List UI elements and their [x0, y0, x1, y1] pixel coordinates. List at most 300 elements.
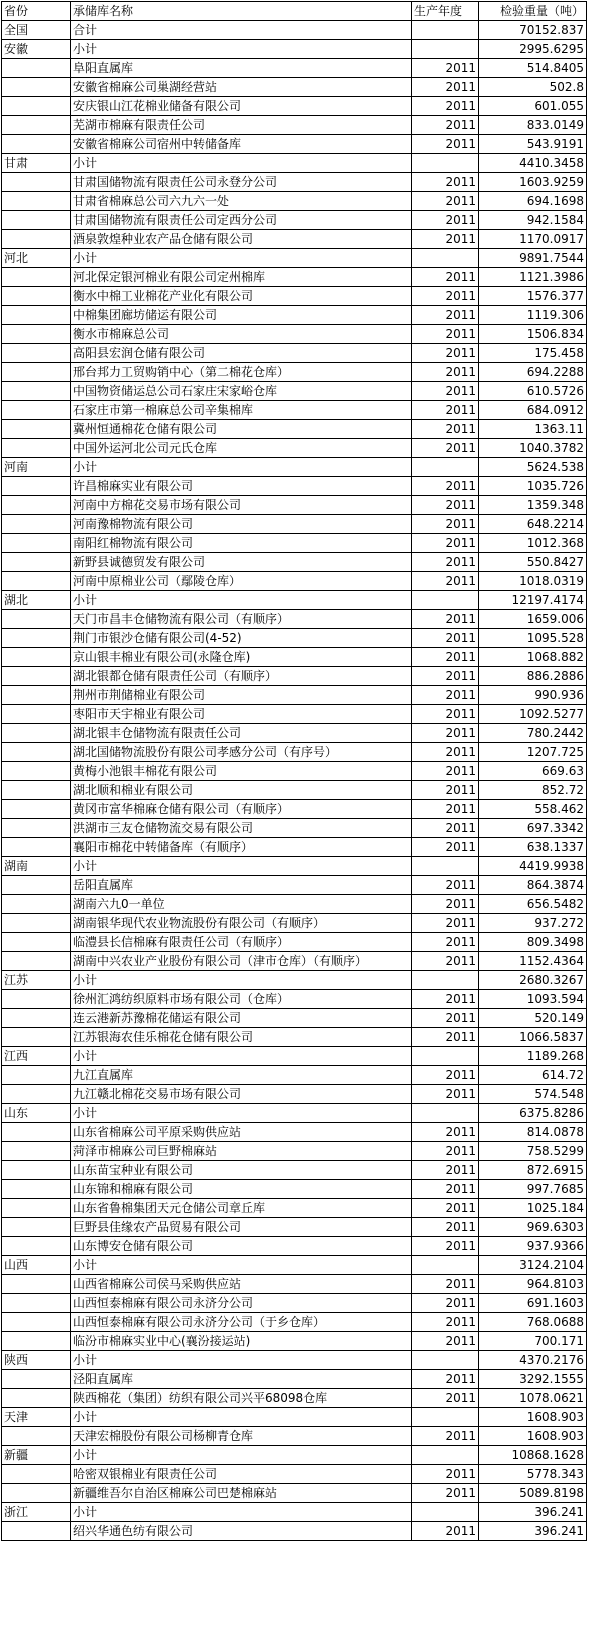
- warehouse-name-cell: 小计: [71, 154, 412, 173]
- weight-cell: 1040.3782: [479, 439, 587, 458]
- table-row: [2, 1085, 587, 1104]
- table-row: [2, 477, 587, 496]
- province-cell: [2, 1313, 71, 1332]
- table-row: [2, 249, 587, 268]
- table-row: [2, 116, 587, 135]
- province-cell: [2, 933, 71, 952]
- table-row: [2, 1123, 587, 1142]
- weight-cell: 1121.3986: [479, 268, 587, 287]
- year-cell: [412, 249, 479, 268]
- table-row: [2, 135, 587, 154]
- warehouse-name-cell: 芜湖市棉麻有限责任公司: [71, 116, 412, 135]
- year-cell: 2011: [412, 1028, 479, 1047]
- province-cell: [2, 306, 71, 325]
- table-row: [2, 192, 587, 211]
- weight-cell: 543.9191: [479, 135, 587, 154]
- weight-cell: 520.149: [479, 1009, 587, 1028]
- year-cell: [412, 1047, 479, 1066]
- warehouse-name-cell: 石家庄市第一棉麻总公司辛集棉库: [71, 401, 412, 420]
- warehouse-name-cell: 衡水市棉麻总公司: [71, 325, 412, 344]
- province-cell: 全国: [2, 21, 71, 40]
- weight-cell: 997.7685: [479, 1180, 587, 1199]
- year-cell: 2011: [412, 1161, 479, 1180]
- year-cell: 2011: [412, 952, 479, 971]
- warehouse-name-cell: 中棉集团廊坊储运有限公司: [71, 306, 412, 325]
- table-row: [2, 1104, 587, 1123]
- warehouse-name-cell: 哈密双银棉业有限责任公司: [71, 1465, 412, 1484]
- warehouse-name-cell: 山西省棉麻公司侯马采购供应站: [71, 1275, 412, 1294]
- warehouse-name-cell: 山东锦和棉麻有限公司: [71, 1180, 412, 1199]
- warehouse-name-cell: 河南豫棉物流有限公司: [71, 515, 412, 534]
- weight-cell: 2995.6295: [479, 40, 587, 59]
- province-cell: [2, 1085, 71, 1104]
- year-cell: 2011: [412, 1484, 479, 1503]
- warehouse-name-cell: 河南中原棉业公司（鄢陵仓库）: [71, 572, 412, 591]
- table-row: [2, 800, 587, 819]
- warehouse-name-cell: 湖北顺和棉业有限公司: [71, 781, 412, 800]
- province-cell: [2, 1427, 71, 1446]
- province-cell: 河南: [2, 458, 71, 477]
- table-row: [2, 990, 587, 1009]
- table-row: [2, 78, 587, 97]
- year-cell: 2011: [412, 287, 479, 306]
- province-cell: [2, 515, 71, 534]
- province-cell: [2, 496, 71, 515]
- table-row: [2, 306, 587, 325]
- year-cell: [412, 591, 479, 610]
- warehouse-name-cell: 临汾市棉麻实业中心(襄汾接运站): [71, 1332, 412, 1351]
- warehouse-name-cell: 京山银丰棉业有限公司(永隆仓库): [71, 648, 412, 667]
- year-cell: 2011: [412, 268, 479, 287]
- warehouse-name-cell: 岳阳直属库: [71, 876, 412, 895]
- weight-cell: 2680.3267: [479, 971, 587, 990]
- weight-cell: 937.9366: [479, 1237, 587, 1256]
- weight-cell: 1095.528: [479, 629, 587, 648]
- table-row: [2, 1256, 587, 1275]
- warehouse-name-cell: 连云港新苏豫棉花储运有限公司: [71, 1009, 412, 1028]
- weight-cell: 937.272: [479, 914, 587, 933]
- weight-cell: 175.458: [479, 344, 587, 363]
- province-cell: [2, 59, 71, 78]
- warehouse-name-cell: 天门市昌丰仓储物流有限公司（有顺序）: [71, 610, 412, 629]
- province-cell: [2, 610, 71, 629]
- year-cell: 2011: [412, 1370, 479, 1389]
- warehouse-name-cell: 九江直属库: [71, 1066, 412, 1085]
- table-row: [2, 895, 587, 914]
- province-cell: [2, 363, 71, 382]
- warehouse-name-cell: 中国物资储运总公司石家庄宋家峪仓库: [71, 382, 412, 401]
- warehouse-name-cell: 菏泽市棉麻公司巨野棉麻站: [71, 1142, 412, 1161]
- province-cell: 湖北: [2, 591, 71, 610]
- header-row: [2, 2, 587, 21]
- weight-cell: 1363.11: [479, 420, 587, 439]
- year-cell: 2011: [412, 382, 479, 401]
- weight-cell: 694.2288: [479, 363, 587, 382]
- province-cell: 江西: [2, 1047, 71, 1066]
- province-cell: [2, 287, 71, 306]
- weight-cell: 1359.348: [479, 496, 587, 515]
- province-cell: [2, 325, 71, 344]
- province-cell: [2, 1199, 71, 1218]
- weight-cell: 864.3874: [479, 876, 587, 895]
- province-cell: [2, 1389, 71, 1408]
- province-cell: [2, 173, 71, 192]
- header-weight: 检验重量（吨）: [479, 2, 587, 21]
- warehouse-name-cell: 陕西棉花（集团）纺织有限公司兴平68098仓库: [71, 1389, 412, 1408]
- weight-cell: 1659.006: [479, 610, 587, 629]
- weight-cell: 4410.3458: [479, 154, 587, 173]
- warehouse-name-cell: 小计: [71, 1256, 412, 1275]
- table-row: [2, 458, 587, 477]
- warehouse-inspection-table: [1, 1, 587, 1541]
- table-row: [2, 1484, 587, 1503]
- table-row: [2, 781, 587, 800]
- province-cell: [2, 1294, 71, 1313]
- weight-cell: 1078.0621: [479, 1389, 587, 1408]
- year-cell: 2011: [412, 1389, 479, 1408]
- table-row: [2, 40, 587, 59]
- province-cell: [2, 1123, 71, 1142]
- weight-cell: 1608.903: [479, 1408, 587, 1427]
- header-year: 生产年度: [412, 2, 479, 21]
- weight-cell: 514.8405: [479, 59, 587, 78]
- province-cell: [2, 648, 71, 667]
- province-cell: [2, 344, 71, 363]
- warehouse-name-cell: 徐州汇鸿纺织原料市场有限公司（仓库）: [71, 990, 412, 1009]
- warehouse-name-cell: 巨野县佳缘农产品贸易有限公司: [71, 1218, 412, 1237]
- province-cell: [2, 268, 71, 287]
- table-row: [2, 1332, 587, 1351]
- province-cell: [2, 1161, 71, 1180]
- year-cell: 2011: [412, 553, 479, 572]
- table-row: [2, 591, 587, 610]
- year-cell: 2011: [412, 401, 479, 420]
- year-cell: 2011: [412, 344, 479, 363]
- year-cell: 2011: [412, 477, 479, 496]
- table-row: [2, 1275, 587, 1294]
- weight-cell: 1189.268: [479, 1047, 587, 1066]
- year-cell: [412, 1351, 479, 1370]
- weight-cell: 5089.8198: [479, 1484, 587, 1503]
- table-row: [2, 211, 587, 230]
- province-cell: 安徽: [2, 40, 71, 59]
- weight-cell: 780.2442: [479, 724, 587, 743]
- warehouse-name-cell: 湖北银都仓储有限责任公司（有顺序）: [71, 667, 412, 686]
- year-cell: 2011: [412, 97, 479, 116]
- table-row: [2, 439, 587, 458]
- year-cell: 2011: [412, 325, 479, 344]
- province-cell: [2, 439, 71, 458]
- weight-cell: 1025.184: [479, 1199, 587, 1218]
- weight-cell: 833.0149: [479, 116, 587, 135]
- warehouse-name-cell: 小计: [71, 1503, 412, 1522]
- year-cell: [412, 1503, 479, 1522]
- table-row: [2, 572, 587, 591]
- table-row: [2, 553, 587, 572]
- weight-cell: 942.1584: [479, 211, 587, 230]
- year-cell: 2011: [412, 1009, 479, 1028]
- warehouse-name-cell: 许昌棉麻实业有限公司: [71, 477, 412, 496]
- year-cell: 2011: [412, 306, 479, 325]
- weight-cell: 12197.4174: [479, 591, 587, 610]
- year-cell: 2011: [412, 990, 479, 1009]
- table-row: [2, 21, 587, 40]
- year-cell: 2011: [412, 1218, 479, 1237]
- year-cell: 2011: [412, 781, 479, 800]
- province-cell: [2, 743, 71, 762]
- weight-cell: 814.0878: [479, 1123, 587, 1142]
- year-cell: 2011: [412, 496, 479, 515]
- year-cell: [412, 971, 479, 990]
- weight-cell: 5778.343: [479, 1465, 587, 1484]
- warehouse-name-cell: 甘肃省棉麻总公司六九六一处: [71, 192, 412, 211]
- warehouse-name-cell: 湖南银华现代农业物流股份有限公司（有顺序）: [71, 914, 412, 933]
- table-row: [2, 952, 587, 971]
- year-cell: 2011: [412, 629, 479, 648]
- province-cell: [2, 382, 71, 401]
- weight-cell: 4370.2176: [479, 1351, 587, 1370]
- warehouse-name-cell: 酒泉敦煌种业农产品仓储有限公司: [71, 230, 412, 249]
- year-cell: 2011: [412, 1237, 479, 1256]
- table-row: [2, 1066, 587, 1085]
- province-cell: [2, 572, 71, 591]
- year-cell: 2011: [412, 572, 479, 591]
- table-row: [2, 1180, 587, 1199]
- weight-cell: 758.5299: [479, 1142, 587, 1161]
- weight-cell: 700.171: [479, 1332, 587, 1351]
- warehouse-name-cell: 小计: [71, 591, 412, 610]
- table-row: [2, 534, 587, 553]
- year-cell: 2011: [412, 515, 479, 534]
- table-row: [2, 420, 587, 439]
- province-cell: [2, 1332, 71, 1351]
- weight-cell: 558.462: [479, 800, 587, 819]
- weight-cell: 601.055: [479, 97, 587, 116]
- province-cell: [2, 534, 71, 553]
- province-cell: [2, 800, 71, 819]
- year-cell: 2011: [412, 1199, 479, 1218]
- warehouse-name-cell: 山东博安仓储有限公司: [71, 1237, 412, 1256]
- year-cell: 2011: [412, 800, 479, 819]
- province-cell: 甘肃: [2, 154, 71, 173]
- warehouse-name-cell: 安徽省棉麻公司宿州中转储备库: [71, 135, 412, 154]
- year-cell: [412, 1104, 479, 1123]
- table-row: [2, 933, 587, 952]
- table-row: [2, 1389, 587, 1408]
- province-cell: [2, 819, 71, 838]
- province-cell: [2, 1009, 71, 1028]
- year-cell: 2011: [412, 173, 479, 192]
- province-cell: [2, 192, 71, 211]
- table-row: [2, 1161, 587, 1180]
- weight-cell: 638.1337: [479, 838, 587, 857]
- year-cell: 2011: [412, 876, 479, 895]
- year-cell: 2011: [412, 230, 479, 249]
- weight-cell: 1603.9259: [479, 173, 587, 192]
- province-cell: 天津: [2, 1408, 71, 1427]
- table-row: [2, 1199, 587, 1218]
- province-cell: [2, 1180, 71, 1199]
- weight-cell: 3124.2104: [479, 1256, 587, 1275]
- province-cell: [2, 420, 71, 439]
- warehouse-name-cell: 衡水中棉工业棉花产业化有限公司: [71, 287, 412, 306]
- province-cell: [2, 952, 71, 971]
- warehouse-name-cell: 天津宏棉股份有限公司杨柳青仓库: [71, 1427, 412, 1446]
- weight-cell: 550.8427: [479, 553, 587, 572]
- weight-cell: 684.0912: [479, 401, 587, 420]
- warehouse-name-cell: 绍兴华通色纺有限公司: [71, 1522, 412, 1541]
- warehouse-name-cell: 黄梅小池银丰棉花有限公司: [71, 762, 412, 781]
- year-cell: 2011: [412, 1427, 479, 1446]
- province-cell: 山东: [2, 1104, 71, 1123]
- table-row: [2, 154, 587, 173]
- province-cell: [2, 838, 71, 857]
- warehouse-name-cell: 小计: [71, 971, 412, 990]
- table-row: [2, 971, 587, 990]
- province-cell: [2, 1028, 71, 1047]
- province-cell: [2, 401, 71, 420]
- table-row: [2, 1351, 587, 1370]
- table-row: [2, 1370, 587, 1389]
- table-row: [2, 705, 587, 724]
- warehouse-name-cell: 山西恒泰棉麻有限公司永济分公司: [71, 1294, 412, 1313]
- warehouse-name-cell: 山东省鲁棉集团天元仓储公司章丘库: [71, 1199, 412, 1218]
- weight-cell: 396.241: [479, 1522, 587, 1541]
- weight-cell: 852.72: [479, 781, 587, 800]
- table-row: [2, 287, 587, 306]
- warehouse-name-cell: 小计: [71, 249, 412, 268]
- weight-cell: 1093.594: [479, 990, 587, 1009]
- table-row: [2, 1294, 587, 1313]
- warehouse-name-cell: 小计: [71, 40, 412, 59]
- warehouse-name-cell: 小计: [71, 1104, 412, 1123]
- year-cell: [412, 21, 479, 40]
- year-cell: 2011: [412, 116, 479, 135]
- warehouse-name-cell: 江苏银海农佳乐棉花仓储有限公司: [71, 1028, 412, 1047]
- warehouse-name-cell: 湖北银丰仓储物流有限责任公司: [71, 724, 412, 743]
- year-cell: 2011: [412, 420, 479, 439]
- header-province: 省份: [2, 2, 71, 21]
- warehouse-name-cell: 小计: [71, 1446, 412, 1465]
- province-cell: 山西: [2, 1256, 71, 1275]
- table-row: [2, 686, 587, 705]
- weight-cell: 1092.5277: [479, 705, 587, 724]
- warehouse-name-cell: 甘肃国储物流有限责任公司永登分公司: [71, 173, 412, 192]
- warehouse-name-cell: 新疆维吾尔自治区棉麻公司巴楚棉麻站: [71, 1484, 412, 1503]
- province-cell: [2, 990, 71, 1009]
- warehouse-name-cell: 新野县诚德贸发有限公司: [71, 553, 412, 572]
- year-cell: 2011: [412, 1180, 479, 1199]
- weight-cell: 396.241: [479, 1503, 587, 1522]
- province-cell: [2, 230, 71, 249]
- table-row: [2, 59, 587, 78]
- province-cell: [2, 1370, 71, 1389]
- year-cell: [412, 154, 479, 173]
- table-row: [2, 1503, 587, 1522]
- province-cell: [2, 78, 71, 97]
- year-cell: [412, 1256, 479, 1275]
- province-cell: 湖南: [2, 857, 71, 876]
- warehouse-name-cell: 小计: [71, 1047, 412, 1066]
- year-cell: [412, 1446, 479, 1465]
- weight-cell: 809.3498: [479, 933, 587, 952]
- year-cell: 2011: [412, 78, 479, 97]
- warehouse-name-cell: 邢台邦力工贸购销中心（第二棉花仓库）: [71, 363, 412, 382]
- province-cell: [2, 1484, 71, 1503]
- province-cell: 陕西: [2, 1351, 71, 1370]
- province-cell: [2, 1218, 71, 1237]
- year-cell: [412, 40, 479, 59]
- table-row: [2, 496, 587, 515]
- weight-cell: 1608.903: [479, 1427, 587, 1446]
- year-cell: 2011: [412, 534, 479, 553]
- weight-cell: 614.72: [479, 1066, 587, 1085]
- year-cell: 2011: [412, 762, 479, 781]
- province-cell: [2, 762, 71, 781]
- weight-cell: 697.3342: [479, 819, 587, 838]
- year-cell: 2011: [412, 1313, 479, 1332]
- table-row: [2, 1427, 587, 1446]
- weight-cell: 6375.8286: [479, 1104, 587, 1123]
- province-cell: [2, 1465, 71, 1484]
- year-cell: 2011: [412, 1142, 479, 1161]
- table-row: [2, 914, 587, 933]
- weight-cell: 10868.1628: [479, 1446, 587, 1465]
- warehouse-name-cell: 河北保定银河棉业有限公司定州棉库: [71, 268, 412, 287]
- year-cell: 2011: [412, 192, 479, 211]
- province-cell: [2, 1275, 71, 1294]
- warehouse-name-cell: 襄阳市棉花中转储备库（有顺序）: [71, 838, 412, 857]
- warehouse-name-cell: 中国外运河北公司元氏仓库: [71, 439, 412, 458]
- table-row: [2, 344, 587, 363]
- table-row: [2, 515, 587, 534]
- year-cell: 2011: [412, 819, 479, 838]
- year-cell: 2011: [412, 1294, 479, 1313]
- table-row: [2, 762, 587, 781]
- province-cell: [2, 1237, 71, 1256]
- province-cell: [2, 553, 71, 572]
- weight-cell: 1576.377: [479, 287, 587, 306]
- warehouse-name-cell: 高阳县宏润仓储有限公司: [71, 344, 412, 363]
- table-row: [2, 401, 587, 420]
- year-cell: 2011: [412, 610, 479, 629]
- province-cell: [2, 629, 71, 648]
- year-cell: 2011: [412, 895, 479, 914]
- weight-cell: 3292.1555: [479, 1370, 587, 1389]
- table-row: [2, 268, 587, 287]
- table-row: [2, 173, 587, 192]
- table-row: [2, 1142, 587, 1161]
- warehouse-name-cell: 安徽省棉麻公司巢湖经营站: [71, 78, 412, 97]
- province-cell: 江苏: [2, 971, 71, 990]
- weight-cell: 1068.882: [479, 648, 587, 667]
- year-cell: 2011: [412, 1465, 479, 1484]
- warehouse-name-cell: 枣阳市天宇棉业有限公司: [71, 705, 412, 724]
- weight-cell: 502.8: [479, 78, 587, 97]
- table-row: [2, 1465, 587, 1484]
- year-cell: [412, 857, 479, 876]
- province-cell: [2, 1522, 71, 1541]
- weight-cell: 1018.0319: [479, 572, 587, 591]
- province-cell: 河北: [2, 249, 71, 268]
- table-row: [2, 325, 587, 344]
- weight-cell: 4419.9938: [479, 857, 587, 876]
- province-cell: [2, 116, 71, 135]
- warehouse-name-cell: 荆门市银沙仓储有限公司(4-52): [71, 629, 412, 648]
- province-cell: [2, 1066, 71, 1085]
- year-cell: 2011: [412, 1275, 479, 1294]
- year-cell: 2011: [412, 743, 479, 762]
